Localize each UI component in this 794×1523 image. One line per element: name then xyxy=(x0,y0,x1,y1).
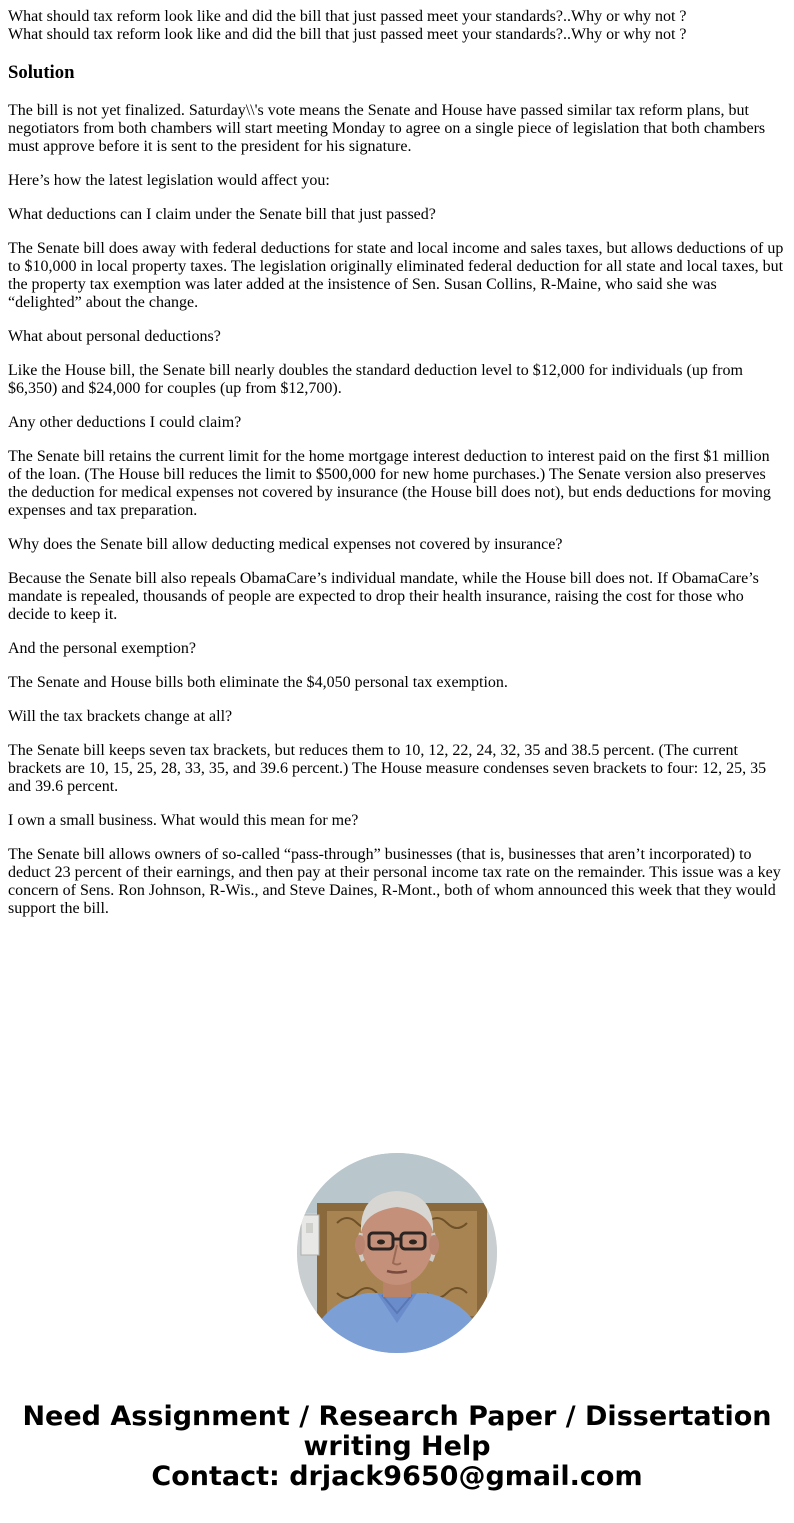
answer-subquestion: Will the tax brackets change at all? xyxy=(8,708,233,725)
answer-subquestion: What about personal deductions? xyxy=(8,328,221,345)
question-text: What should tax reform look like and did the bill that just passed meet your standards?..Why or why not ? xyxy=(8,8,687,25)
answer-paragraph: The Senate bill does away with federal deductions for state and local income and sales taxes, but allows deductions of up to $10,000 in local property taxes. The legislation originally eliminated federal deduction for all state and local taxes, but the property tax exemption was later added at the insistence of Sen. Susan Collins, R-Maine, who said she was “delighted” about the change. xyxy=(8,240,784,311)
answer-subquestion: Why does the Senate bill allow deducting medical expenses not covered by insurance? xyxy=(8,536,563,553)
answer-paragraph: The Senate bill keeps seven tax brackets, but reduces them to 10, 12, 22, 24, 32, 35 and 38.5 percent. (The current brackets are 10, 15, 25, 28, 33, 35, and 39.6 percent.) The House measure condenses seven brackets to four: 12, 25, 35 and 39.6 percent. xyxy=(8,742,767,795)
answer-paragraph: The Senate bill retains the current limit for the home mortgage interest deduction to interest paid on the first $1 million of the loan. (The House bill reduces the limit to $500,000 for new home purchases.) The Senate version also preserves the deduction for medical expenses not covered by insurance (the House bill does not), but ends deductions for moving expenses and tax preparation. xyxy=(8,448,771,519)
answer-subquestion: And the personal exemption? xyxy=(8,640,196,657)
question-block xyxy=(8,8,786,44)
question-text-repeat: What should tax reform look like and did the bill that just passed meet your standards?..Why or why not ? xyxy=(8,26,687,43)
answer-paragraph: Like the House bill, the Senate bill nearly doubles the standard deduction level to $12,000 for individuals (up from $6,350) and $24,000 for couples (up from $12,700). xyxy=(8,362,743,397)
answer-paragraph: The bill is not yet finalized. Saturday\\'s vote means the Senate and House have passed similar tax reform plans, but negotiators from both chambers will start meeting Monday to agree on a single piece of legislation that both chambers must approve before it is sent to the president for his signature. xyxy=(8,102,766,155)
tutor-portrait-image xyxy=(297,1153,497,1353)
answer-subquestion: I own a small business. What would this mean for me? xyxy=(8,812,359,829)
promo-line-1: Need Assignment / Research Paper / Dissertation xyxy=(22,1401,772,1432)
answer-paragraph: The Senate and House bills both eliminate the $4,050 personal tax exemption. xyxy=(8,674,508,691)
answer-paragraph: Here’s how the latest legislation would affect you: xyxy=(8,172,330,189)
avatar xyxy=(297,1153,497,1353)
answer-paragraph: The Senate bill allows owners of so-called “pass-through” businesses (that is, businesses that aren’t incorporated) to deduct 23 percent of their earnings, and then pay at their personal income tax rate on the remainder. This issue was a key concern of Sens. Ron Johnson, R-Wis., and Steve Daines, R-Mont., both of whom announced this week that they would support the bill. xyxy=(8,846,781,917)
solution-heading: Solution xyxy=(8,62,75,83)
contact-promo-banner xyxy=(0,1402,794,1492)
promo-line-2: writing Help xyxy=(303,1431,491,1462)
answer-subquestion: What deductions can I claim under the Senate bill that just passed? xyxy=(8,206,436,223)
solution-answer xyxy=(8,102,786,918)
promo-contact-line: Contact: drjack9650@gmail.com xyxy=(151,1461,643,1492)
answer-subquestion: Any other deductions I could claim? xyxy=(8,414,242,431)
answer-paragraph: Because the Senate bill also repeals ObamaCare’s individual mandate, while the House bill does not. If ObamaCare’s mandate is repealed, thousands of people are expected to drop their health insurance, raising the cost for those who decide to keep it. xyxy=(8,570,759,623)
